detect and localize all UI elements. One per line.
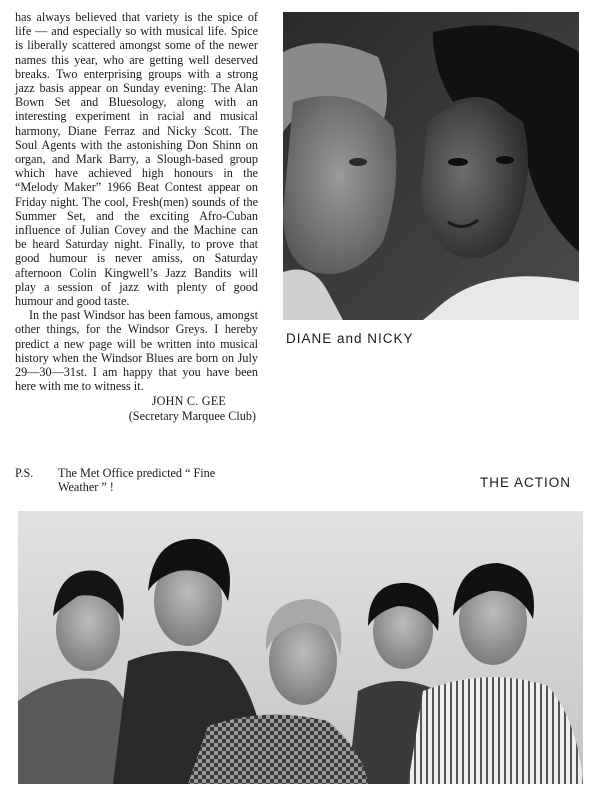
postscript-label: P.S. [15, 466, 34, 480]
caption-the-action: THE ACTION [480, 475, 572, 490]
photo-the-action [18, 511, 583, 784]
signature-role: (Secretary Marquee Club) [128, 408, 256, 423]
postscript [15, 466, 258, 494]
article-text [15, 10, 258, 423]
caption-diane-and-nicky: DIANE and NICKY [286, 331, 414, 346]
article-paragraph-2: In the past Windsor has been famous, amongst other things, for the Windsor Greys. I hereby predict a new page will be written into musical history when the Windsor Blues are born on July 29—30—31st. I am happy that you have been here with me to witness it. [15, 308, 258, 394]
band-photo-illustration [18, 511, 583, 784]
article-paragraph-1: has always believed that variety is the spice of life — and especially so with musical life. Spice is liberally scattered amongst some of the newer names this year, who are getting well deserved breaks. Two enterprising groups with a strong jazz basis appear on Sunday evening: The Alan Bown Set and Bluesology, along with an interesting experiment in racial and musical harmony, Diane Ferraz and Nicky Scott. The Soul Agents with the astonishing Don Shinn on organ, and Mark Barry, a Slough-based group which have achieved high honours in the “Melody Maker” 1966 Beat Contest appear on Friday night. The cool, Fresh(men) sounds of the Summer Set, and the exciting Afro-Cuban influence of Julian Covey and the Machine can be heard Saturday night. Finally, to prove that good humour is never amiss, on Saturday afternoon Colin Kingwell’s Jazz Bandits will play a session of jazz with plenty of good humour and good taste. [15, 10, 258, 309]
signature [15, 394, 258, 422]
photo-diane-and-nicky [283, 12, 579, 320]
couple-photo-illustration [283, 12, 579, 320]
postscript-text: The Met Office predicted “ Fine Weather ” ! [58, 466, 216, 495]
signature-name: JOHN C. GEE [151, 394, 226, 409]
